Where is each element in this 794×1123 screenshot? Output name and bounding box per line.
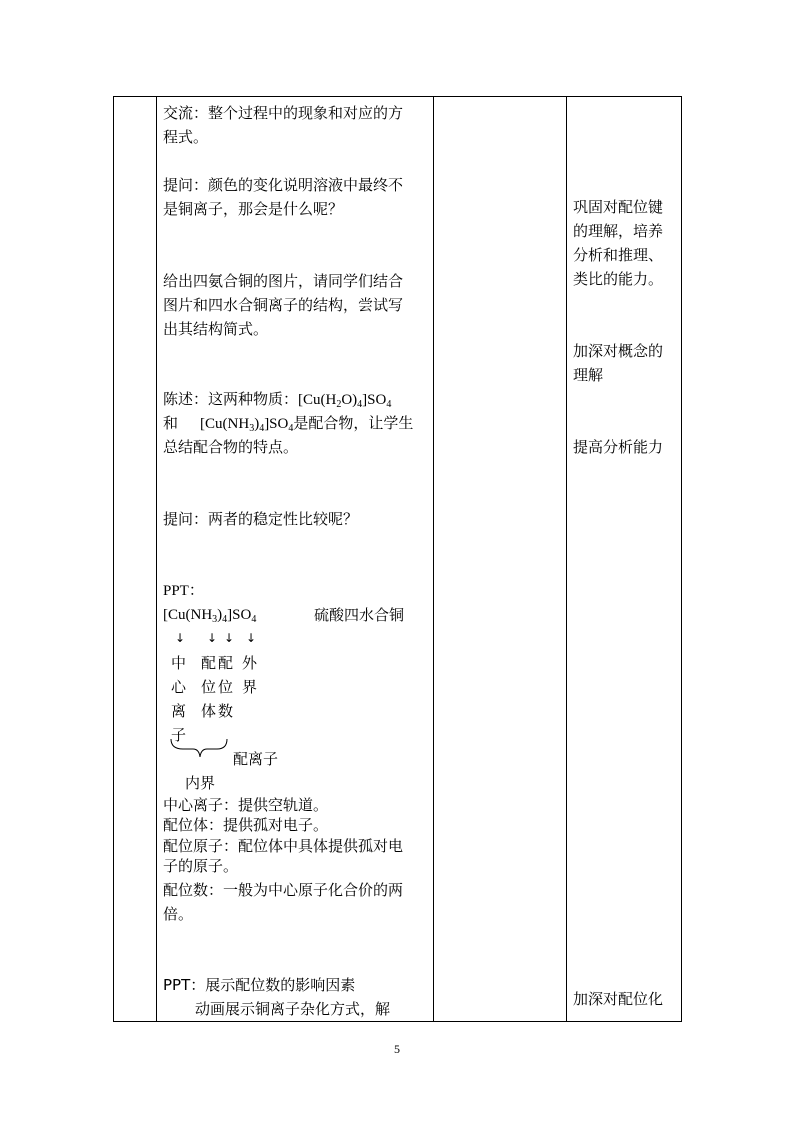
arrow-number: ↓ — [224, 631, 235, 645]
label-center-3: 离 — [171, 702, 187, 720]
ppt-compound-name: 硫酸四水合铜 — [314, 606, 405, 624]
exchange-line-2: 程式。 — [163, 128, 209, 146]
def-ligand: 配位体：提供孤对电子。 — [163, 816, 329, 834]
ppt2-line-2: 动画展示铜离子杂化方式，解 — [195, 1000, 391, 1018]
intent1-line-3: 分析和推理、 — [573, 246, 664, 264]
table-row — [114, 97, 682, 1022]
formula-diagram: $[Cu(NH_3)_4]SO_4$ — [163, 607, 257, 625]
complex-ion-label: 配离子 — [233, 750, 279, 768]
intent1-line-2: 的理解，培养 — [573, 222, 664, 240]
give-line-3: 出其结构简式。 — [163, 320, 269, 338]
exchange-line-1: 交流：整个过程中的现象和对应的方 — [163, 104, 404, 122]
intent2-line-2: 理解 — [573, 366, 604, 384]
state-prefix: 陈述：这两种物质： — [163, 390, 299, 408]
def-center-ion: 中心离子：提供空轨道。 — [163, 796, 329, 814]
ppt-label: PPT： — [163, 583, 204, 599]
label-center-1: 中 — [171, 654, 187, 672]
formula-b: $[Cu(NH_3)_4]SO_4$ — [200, 416, 294, 434]
inner-sphere-label: 内界 — [185, 774, 216, 792]
arrow-outer: ↓ — [246, 631, 257, 645]
give-line-2: 图片和四水合铜离子的结构，尝试写 — [163, 296, 404, 314]
ppt2-line-1: PPT：展示配位数的影响因素 — [163, 976, 356, 994]
intent1-line-1: 巩固对配位键 — [573, 198, 664, 216]
label-ligand-3: 体 — [201, 702, 217, 720]
formula-a: $[Cu(H_2O)_4]SO_4$ — [298, 392, 392, 410]
page-number: 5 — [394, 1042, 400, 1056]
def-number-line-1: 配位数：一般为中心原子化合价的两 — [163, 881, 404, 899]
teacher-activity-cell — [157, 97, 434, 1022]
intent3-text: 提高分析能力 — [573, 438, 664, 456]
label-number-1: 配 — [218, 654, 234, 672]
state-line-1 — [163, 387, 391, 412]
def-atom-line-1: 配位原子：配位体中具体提供孤对电 — [163, 837, 404, 855]
question2-text: 提问：两者的稳定性比较呢？ — [163, 510, 359, 528]
state-line-2 — [163, 411, 413, 436]
intent1-line-4: 类比的能力。 — [573, 270, 664, 288]
label-ligand-2: 位 — [201, 678, 217, 696]
question1-line-2: 是铜离子，那会是什么呢？ — [163, 200, 344, 218]
label-outer-1: 外 — [242, 654, 258, 672]
label-ligand-1: 配 — [201, 654, 217, 672]
intent4-text: 加深对配位化 — [573, 990, 664, 1008]
intent2-line-1: 加深对概念的 — [573, 342, 664, 360]
stage-cell — [114, 97, 157, 1022]
student-activity-cell — [434, 97, 567, 1022]
design-intent-cell — [567, 97, 682, 1022]
label-number-3: 数 — [218, 702, 234, 720]
arrow-center: ↓ — [175, 631, 186, 645]
lesson-table — [113, 96, 682, 1022]
question1-line-1: 提问：颜色的变化说明溶液中最终不 — [163, 176, 404, 194]
label-outer-2: 界 — [242, 678, 258, 696]
label-center-4: 子 — [171, 726, 187, 744]
state-line-3: 总结配合物的特点。 — [163, 438, 299, 456]
def-number-line-2: 倍。 — [163, 905, 194, 923]
inner-sphere-brace — [169, 737, 229, 765]
state-suffix: 是配合物，让学生 — [293, 414, 414, 432]
def-atom-line-2: 子的原子。 — [163, 857, 239, 875]
arrow-ligand: ↓ — [207, 631, 218, 645]
and-word: 和 — [163, 414, 179, 432]
label-center-2: 心 — [171, 678, 187, 696]
label-number-2: 位 — [218, 678, 234, 696]
give-line-1: 给出四氨合铜的图片，请同学们结合 — [163, 272, 404, 290]
